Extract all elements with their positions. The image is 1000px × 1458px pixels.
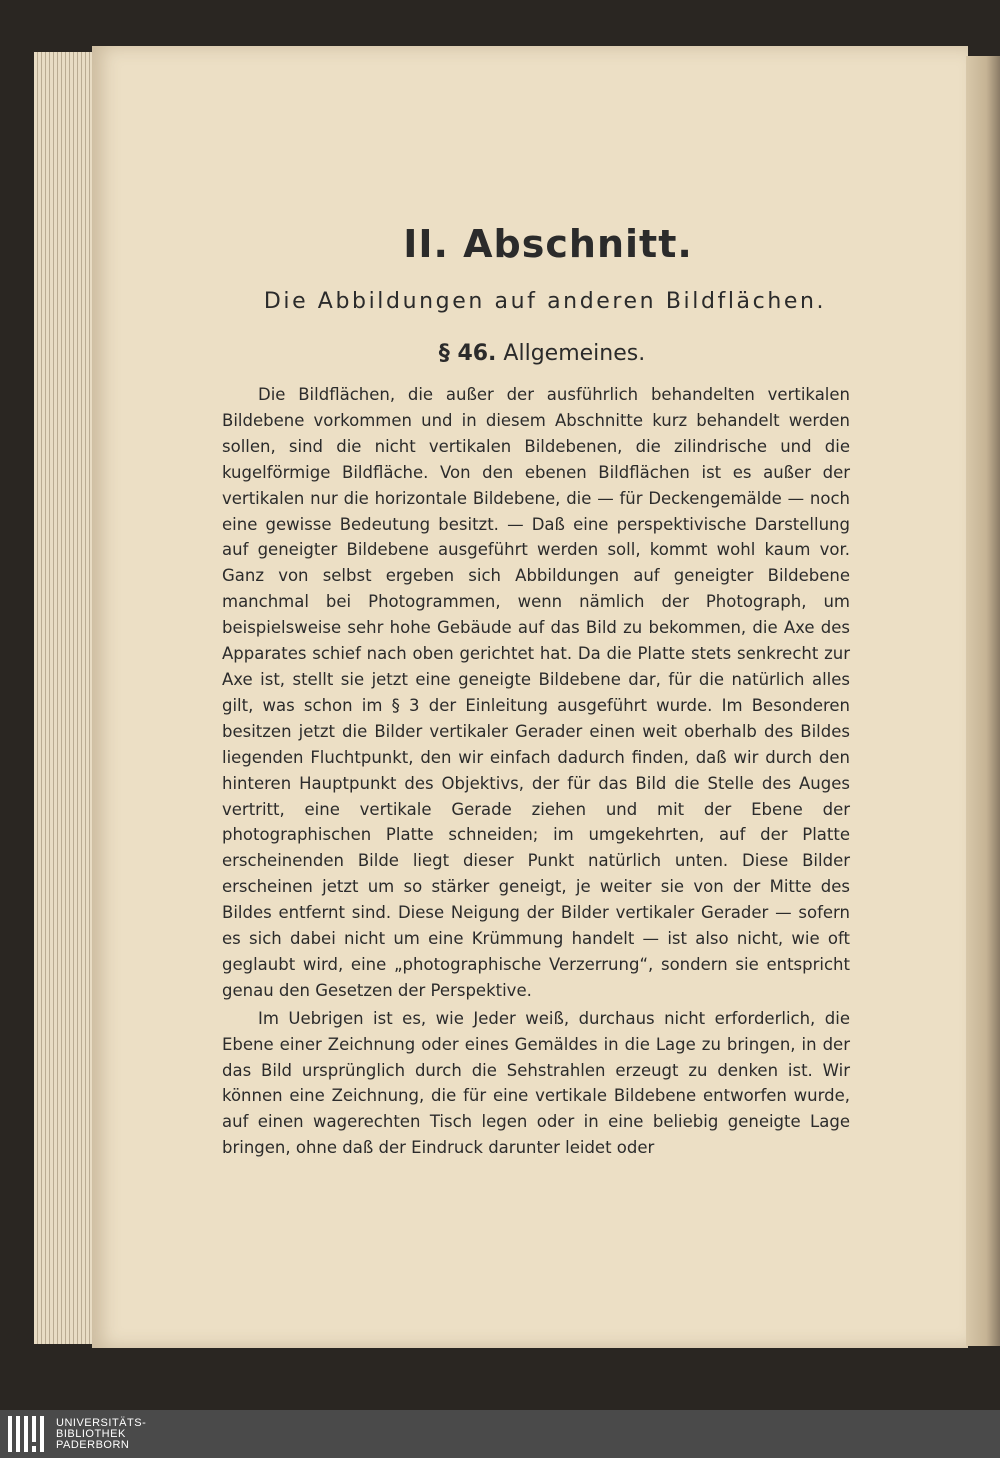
library-name-line-2: BIBLIOTHEK — [56, 1428, 126, 1440]
library-logo-icon — [8, 1416, 50, 1452]
section-number: § 46. — [438, 341, 497, 366]
paragraph-2: Im Uebrigen ist es, wie Jeder weiß, durchaus nicht erforderlich, die Ebene einer Zeichnung oder eines Gemäldes in die Lage zu bringen, in der das Bild ursprünglich durch die Sehstrahlen erzeugt zu denken ist. Wir können eine Zeichnung, die für eine vertikale Bildebene entworfen wurde, auf einen wagerechten Tisch legen oder in eine beliebig geneigte Lage bringen, ohne daß der Eindruck darunter leidet oder — [222, 1008, 850, 1158]
library-name-line-1: UNIVERSITÄTS- — [56, 1417, 147, 1429]
library-name-line-3: PADERBORN — [56, 1439, 130, 1451]
section-heading — [234, 338, 850, 370]
chapter-title: II. Abschnitt. — [403, 222, 693, 266]
facing-page-edge — [966, 56, 1000, 1346]
library-footer — [0, 1410, 1000, 1458]
library-name — [56, 1418, 196, 1451]
paragraph-1: Die Bildflächen, die außer der ausführlich behandelten vertikalen Bildebene vorkommen und in diesem Abschnitte kurz behandelt werden sollen, sind die nicht vertikalen Bildebenen, die zilindrische und die kugelförmige Bildfläche. Von den ebenen Bildflächen ist es außer der vertikalen nur die horizontale Bildebene, die — für Deckengemälde — noch eine gewisse Bedeutung besitzt. — Daß eine perspektivische Darstellung auf geneigter Bildebene ausgeführt werden soll, kommt wohl kaum vor. Ganz von selbst ergeben sich Abbildungen auf geneigter Bildebene manchmal bei Photogrammen, wenn nämlich der Photograph, um beispielsweise sehr hohe Gebäude auf das Bild zu bekommen, die Axe des Apparates schief nach oben gerichtet hat. Da die Platte stets senkrecht zur Axe ist, stellt sie jetzt eine geneigte Bildebene dar, für die natürlich alles gilt, was schon im § 3 der Einleitung ausgeführt wurde. Im Besonderen besitzen jetzt die Bilder vertikaler Gerader einen weit oberhalb des Bildes liegenden Fluchtpunkt, den wir einfach dadurch finden, daß wir durch den hinteren Hauptpunkt des Objektivs, der für das Bild die Stelle des Auges vertritt, eine vertikale Gerade ziehen und mit der Ebene der photographischen Platte schneiden; im umgekehrten, auf der Platte erscheinenden Bilde liegt dieser Punkt natürlich unten. Diese Bilder erscheinen jetzt um so stärker geneigt, je weiter sie von der Mitte des Bildes entfernt sind. Diese Neigung der Bilder vertikaler Gerader — sofern es sich dabei nicht um eine Krümmung handelt — ist also nicht, wie oft geglaubt wird, eine „photographische Verzerrung“, sondern sie entspricht genau den Gesetzen der Perspektive. — [222, 385, 850, 1000]
section-title: Allgemeines. — [503, 341, 646, 366]
page-text — [222, 216, 850, 1161]
page-stack-edge — [34, 52, 98, 1344]
chapter-subtitle: Die Abbildungen auf anderen Bildflächen. — [263, 289, 827, 314]
